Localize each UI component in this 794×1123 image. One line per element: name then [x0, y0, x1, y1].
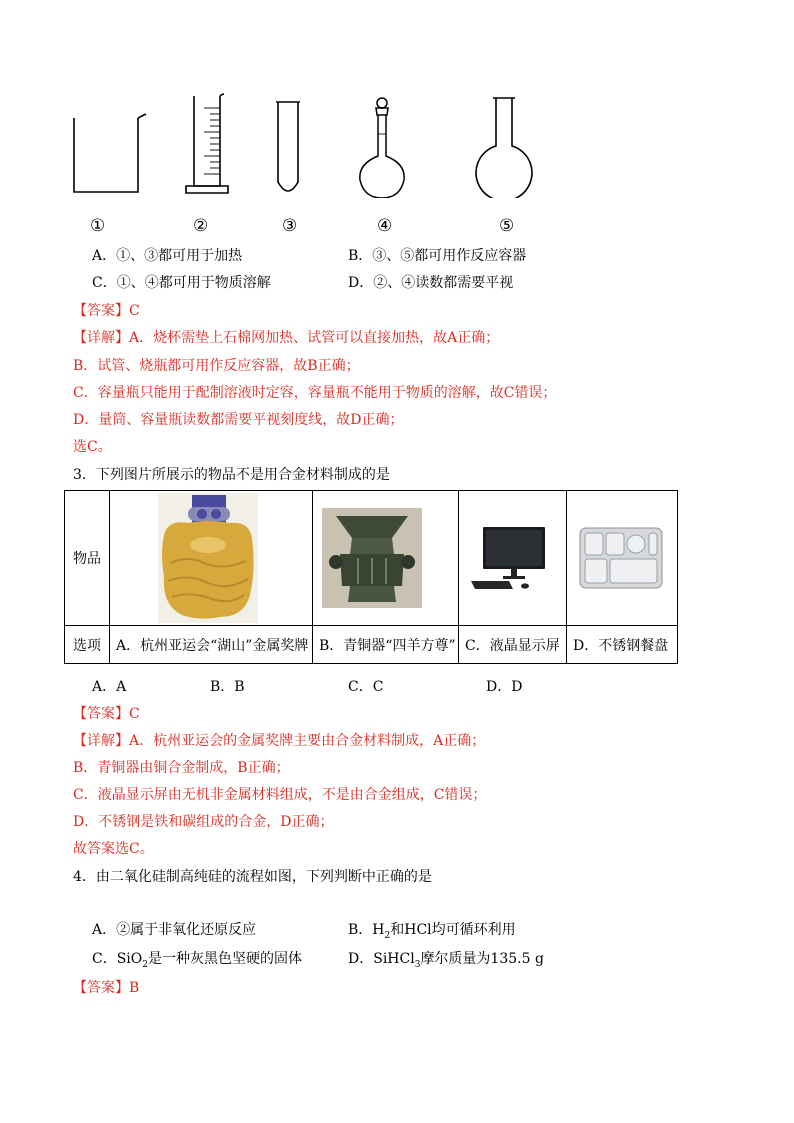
q3-choice-b: B．B	[210, 679, 245, 695]
figure-label-3: ③	[282, 216, 298, 236]
gold-medal-image	[158, 493, 258, 623]
q2-option-a: A．①、③都可用于加热	[92, 248, 243, 264]
bronze-square-zun-image	[322, 508, 422, 608]
steel-tray-image	[579, 527, 663, 589]
q3-detail-line-1: 【详解】A．杭州亚运会的金属奖牌主要由合金材料制成，A正确；	[73, 733, 486, 749]
q2-detail-line-2: B．试管、烧瓶都可用作反应容器，故B正确；	[73, 358, 360, 374]
q2-answer	[73, 300, 140, 320]
answer-tag: 【答案】	[73, 303, 129, 319]
beaker-icon	[74, 114, 146, 192]
q4-option-b: B．$H_2$和HCl均可循环利用	[348, 922, 516, 941]
q4-option-a: A．②属于非氧化还原反应	[92, 922, 257, 938]
item-c-image-cell	[459, 491, 567, 626]
round-bottom-flask-icon	[476, 98, 532, 198]
q2-detail-line-3: C．容量瓶只能用于配制溶液时定容，容量瓶不能用于物质的溶解，故C错误；	[73, 385, 557, 401]
answer-value: C	[129, 706, 140, 722]
q2-detail-line-5: 选C。	[73, 439, 112, 455]
item-a-label: A．杭州亚运会“湖山”金属奖牌	[110, 626, 313, 664]
test-tube-icon	[276, 102, 300, 191]
q2-option-d: D．②、④读数都需要平视	[348, 275, 514, 291]
q2-detail-line-1: 【详解】A．烧杯需垫上石棉网加热、试管可以直接加热，故A正确；	[73, 330, 500, 346]
row-label-option: 选项	[65, 626, 110, 664]
q4-option-c: C．SiO$_2$是一种灰黑色坚硬的固体	[92, 951, 302, 970]
figure-label-1: ①	[90, 216, 106, 236]
item-b-image-cell	[313, 491, 459, 626]
q3-detail-line-5: 故答案选C。	[73, 841, 154, 857]
item-d-label: D．不锈钢餐盘	[567, 626, 678, 664]
q2-option-b: B．③、⑤都可用作反应容器	[348, 248, 527, 264]
answer-value: C	[129, 303, 140, 319]
q2-option-c: C．①、④都可用于物质溶解	[92, 275, 271, 291]
q4-option-d: D．SiHCl$_3$摩尔质量为135.5 g	[348, 951, 544, 970]
answer-tag: 【答案】	[73, 706, 129, 722]
q3-detail-line-4: D．不锈钢是铁和碳组成的合金，D正确；	[73, 814, 334, 830]
q3-choice-a: A．A	[92, 679, 127, 695]
q4-stem: 4．由二氧化硅制高纯硅的流程如图，下列判断中正确的是	[73, 869, 432, 885]
row-label-item: 物品	[65, 491, 110, 626]
answer-value: B	[129, 980, 140, 996]
item-c-label: C．液晶显示屏	[459, 626, 567, 664]
detail-tag: 【详解】	[73, 733, 129, 749]
q3-detail-line-2: B．青铜器由铜合金制成，B正确；	[73, 760, 290, 776]
q4-answer	[73, 977, 139, 997]
detail-tag: 【详解】	[73, 330, 129, 346]
item-a-image-cell	[110, 491, 313, 626]
q3-items-table	[64, 490, 678, 664]
figure-label-2: ②	[193, 216, 209, 236]
answer-tag: 【答案】	[73, 980, 129, 996]
q3-answer	[73, 703, 140, 723]
figure-label-5: ⑤	[499, 216, 515, 236]
q3-stem: 3．下列图片所展示的物品不是用合金材料制成的是	[73, 467, 390, 483]
graduated-cylinder-icon	[186, 94, 228, 193]
figure-label-4: ④	[377, 216, 393, 236]
volumetric-flask-icon	[360, 98, 404, 198]
q2-detail-line-4: D．量筒、容量瓶读数都需要平视刻度线，故D正确；	[73, 412, 404, 428]
q3-detail-line-3: C．液晶显示屏由无机非金属材料组成，不是由合金组成，C错误；	[73, 787, 487, 803]
lcd-monitor-image	[469, 523, 549, 593]
item-b-label: B．青铜器“四羊方尊”	[313, 626, 459, 664]
q3-choice-d: D．D	[486, 679, 523, 695]
glassware-figure	[60, 88, 560, 198]
q3-choice-c: C．C	[348, 679, 384, 695]
item-d-image-cell	[567, 491, 678, 626]
